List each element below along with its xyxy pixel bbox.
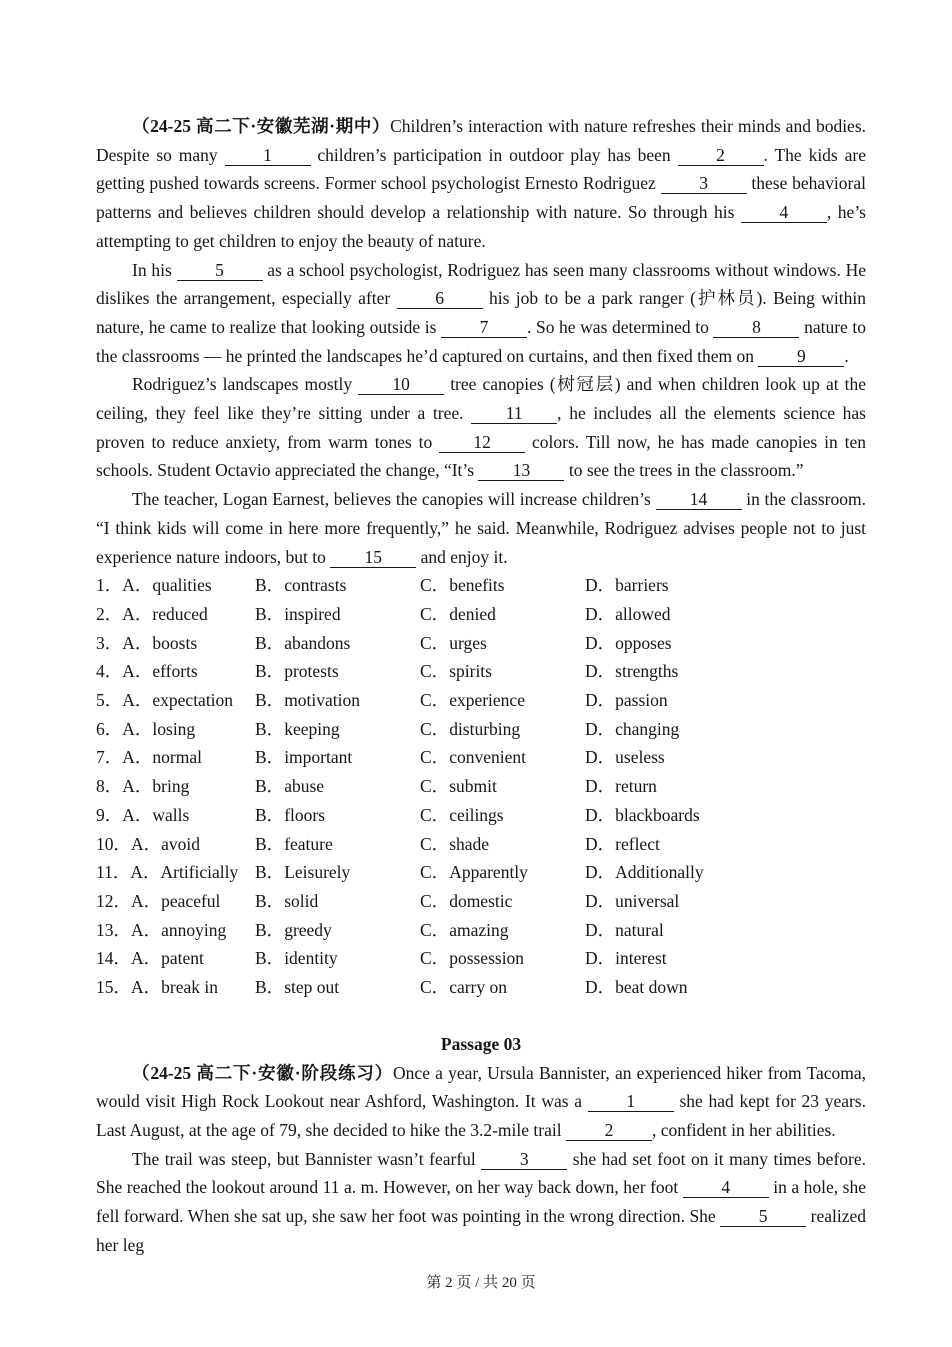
option-text: expectation [152, 690, 234, 711]
option-text: return [615, 776, 657, 797]
option-letter: D． [585, 632, 616, 653]
cloze-blank-9: 9 [758, 347, 844, 367]
question-8-option-C [420, 772, 585, 801]
cloze-blank-6: 6 [397, 289, 483, 309]
exam-source-tag: （24-25 高二下·安徽芜湖·期中） [132, 116, 391, 136]
cloze-blank-11: 11 [471, 404, 557, 424]
option-text: strengths [615, 661, 679, 682]
option-text: reflect [615, 833, 660, 854]
option-text: disturbing [449, 718, 521, 739]
question-number: 8． [96, 776, 123, 797]
option-text: Leisurely [284, 862, 351, 883]
option-letter: A． [122, 747, 153, 768]
option-letter: C． [420, 862, 450, 883]
option-letter: B． [255, 804, 285, 825]
question-15-option-C [420, 973, 585, 1002]
option-text: reduced [152, 603, 208, 624]
passage-03-body [96, 1059, 866, 1260]
question-8-option-D [585, 772, 866, 801]
question-5-option-C [420, 686, 585, 715]
option-text: boosts [152, 632, 198, 653]
option-text: abuse [284, 776, 325, 797]
question-row-5 [96, 686, 866, 715]
question-row-15 [96, 973, 866, 1002]
option-letter: B． [255, 948, 285, 969]
option-letter: B． [255, 603, 285, 624]
cloze-blank-5: 5 [177, 261, 263, 281]
question-3-option-B [255, 629, 420, 658]
option-text: ceilings [449, 804, 504, 825]
cloze-paragraph-2: In his 5 as a school psychologist, Rodriguez has seen many classrooms without windows. He dislikes the arrangement, especially after 6 his job to be a park ranger (护林员). Being within nature, he came to realize that looking outside is 7 . So he was determined to 8 nature to the classrooms — he printed the landscapes he’d captured on curtains, and then fixed them on 9 . [96, 259, 866, 366]
option-letter: B． [255, 776, 285, 797]
option-letter: D． [585, 603, 616, 624]
question-7-option-B [255, 743, 420, 772]
question-row-10 [96, 830, 866, 859]
question-number: 11． [96, 862, 131, 883]
option-letter: C． [420, 661, 450, 682]
option-letter: D． [585, 833, 616, 854]
option-text: carry on [449, 977, 508, 998]
option-text: blackboards [615, 804, 700, 825]
option-text: changing [615, 718, 680, 739]
option-text: avoid [161, 833, 201, 854]
option-text: allowed [615, 603, 671, 624]
option-letter: A． [122, 718, 153, 739]
question-row-3 [96, 629, 866, 658]
option-letter: C． [420, 776, 450, 797]
option-letter: D． [585, 575, 616, 596]
p03-blank-3: 3 [481, 1150, 567, 1170]
question-12-option-B [255, 887, 420, 916]
question-9-option-A [96, 801, 255, 830]
question-10-option-A [96, 830, 255, 859]
question-3-option-A [96, 629, 255, 658]
option-letter: B． [255, 690, 285, 711]
option-letter: C． [420, 575, 450, 596]
option-letter: D． [585, 919, 616, 940]
option-text: Additionally [615, 862, 704, 883]
option-text: step out [284, 977, 340, 998]
option-letter: A． [122, 804, 153, 825]
question-13-option-C [420, 916, 585, 945]
question-13-option-D [585, 916, 866, 945]
cloze-blank-3: 3 [661, 174, 747, 194]
cloze-test-section [96, 112, 866, 1002]
question-number: 5． [96, 690, 123, 711]
option-text: possession [449, 948, 525, 969]
option-letter: A． [122, 575, 153, 596]
question-6-option-B [255, 715, 420, 744]
option-text: interest [615, 948, 667, 969]
question-5-option-B [255, 686, 420, 715]
option-text: abandons [284, 632, 351, 653]
option-letter: C． [420, 977, 450, 998]
option-text: passion [615, 690, 668, 711]
cloze-blank-13: 13 [478, 461, 564, 481]
p03-paragraph-1: （24-25 高二下·安徽·阶段练习）Once a year, Ursula Bannister, an experienced hiker from Tacoma, would visit High Rock Lookout near Ashford, Washington. It was a 1 she had kept for 23 years. Last August, at the age of 79, she decided to hike the 3.2-mile trail 2 , confident in her abilities. [96, 1062, 867, 1140]
question-9-option-D [585, 801, 866, 830]
option-text: walls [152, 804, 190, 825]
option-letter: D． [585, 747, 616, 768]
option-letter: D． [585, 661, 616, 682]
cloze-passage-body [96, 112, 866, 571]
question-1-option-D [585, 571, 866, 600]
option-letter: C． [420, 747, 450, 768]
option-letter: A． [122, 661, 153, 682]
option-letter: C． [420, 833, 450, 854]
page-number-footer: 第 2 页 / 共 20 页 [426, 1275, 536, 1292]
question-2-option-D [585, 600, 866, 629]
option-letter: C． [420, 690, 450, 711]
option-letter: C． [420, 919, 450, 940]
option-text: beat down [615, 977, 688, 998]
option-text: denied [449, 603, 496, 624]
option-text: patent [161, 948, 204, 969]
p03-paragraph-2: The trail was steep, but Bannister wasn’t fearful 3 she had set foot on it many times before. She reached the lookout around 11 a. m. However, on her way back down, her foot 4 in a hole, she fell forward. When she sat up, she saw her foot was pointing in the wrong direction. She 5 realized her leg [96, 1148, 867, 1255]
question-4-option-C [420, 657, 585, 686]
cloze-blank-8: 8 [713, 318, 799, 338]
question-7-option-D [585, 743, 866, 772]
question-1-option-A [96, 571, 255, 600]
option-text: qualities [152, 575, 212, 596]
question-number: 1． [96, 575, 123, 596]
question-number: 7． [96, 747, 123, 768]
question-15-option-D [585, 973, 866, 1002]
question-row-9 [96, 801, 866, 830]
p03-blank-5: 5 [720, 1207, 806, 1227]
question-1-option-B [255, 571, 420, 600]
question-10-option-C [420, 830, 585, 859]
cloze-question-list [96, 571, 866, 1002]
question-6-option-C [420, 715, 585, 744]
option-letter: B． [255, 747, 285, 768]
option-letter: A． [130, 862, 161, 883]
option-text: floors [284, 804, 326, 825]
question-6-option-D [585, 715, 866, 744]
option-letter: B． [255, 890, 285, 911]
question-15-option-B [255, 973, 420, 1002]
cloze-paragraph-1: （24-25 高二下·安徽芜湖·期中）Children’s interaction with nature refreshes their minds and bodies. Despite so many 1 children’s participation in outdoor play has been 2 . The kids are getting pushed towards screens. Former school psychologist Ernesto Rodriguez 3 these behavioral patterns and believes children should develop a relationship with nature. So through his 4 , he’s attempting to get children to enjoy the beauty of nature. [96, 116, 867, 251]
question-number: 13． [96, 919, 131, 940]
option-text: domestic [449, 890, 513, 911]
question-11-option-D [585, 858, 866, 887]
question-2-option-B [255, 600, 420, 629]
option-text: Apparently [449, 862, 528, 883]
option-letter: D． [585, 718, 616, 739]
cloze-blank-12: 12 [439, 433, 525, 453]
question-14-option-A [96, 944, 255, 973]
question-number: 3． [96, 632, 123, 653]
option-text: inspired [284, 603, 341, 624]
question-row-14 [96, 944, 866, 973]
option-letter: C． [420, 632, 450, 653]
question-4-option-B [255, 657, 420, 686]
option-text: contrasts [284, 575, 347, 596]
option-text: break in [161, 977, 218, 998]
cloze-blank-7: 7 [441, 318, 527, 338]
question-row-6 [96, 715, 866, 744]
option-text: urges [449, 632, 487, 653]
option-letter: D． [585, 862, 616, 883]
option-text: efforts [152, 661, 198, 682]
option-text: shade [449, 833, 490, 854]
question-5-option-A [96, 686, 255, 715]
cloze-blank-4: 4 [741, 203, 827, 223]
option-text: peaceful [161, 890, 221, 911]
option-letter: A． [131, 948, 162, 969]
question-number: 15． [96, 977, 131, 998]
cloze-paragraph-4: The teacher, Logan Earnest, believes the canopies will increase children’s 14 in the classroom. “I think kids will come in here more frequently,” he said. Meanwhile, Rodriguez advises people not to just experience nature indoors, but to 15 and enjoy it. [96, 489, 866, 567]
cloze-paragraph-3: Rodriguez’s landscapes mostly 10 tree canopies (树冠层) and when children look up at the ceiling, they feel like they’re sitting under a tree. 11 , he includes all the elements science has proven to reduce anxiety, from warm tones to 12 colors. Till now, he has made canopies in ten schools. Student Octavio appreciated the change, “It’s 13 to see the trees in the classroom.” [96, 374, 866, 481]
question-row-8 [96, 772, 866, 801]
option-text: spirits [449, 661, 492, 682]
option-text: keeping [284, 718, 340, 739]
option-text: solid [284, 890, 319, 911]
option-text: useless [615, 747, 665, 768]
question-2-option-C [420, 600, 585, 629]
option-letter: C． [420, 948, 450, 969]
option-text: barriers [615, 575, 669, 596]
cloze-blank-2: 2 [678, 146, 764, 166]
option-letter: A． [122, 632, 153, 653]
p03-blank-1: 1 [588, 1092, 674, 1112]
question-11-option-A [96, 858, 255, 887]
option-text: important [284, 747, 353, 768]
option-text: opposes [615, 632, 672, 653]
question-row-2 [96, 600, 866, 629]
question-1-option-C [420, 571, 585, 600]
option-letter: A． [131, 977, 162, 998]
option-text: feature [284, 833, 333, 854]
question-7-option-C [420, 743, 585, 772]
question-row-13 [96, 916, 866, 945]
question-8-option-B [255, 772, 420, 801]
option-text: protests [284, 661, 339, 682]
option-letter: B． [255, 862, 285, 883]
option-letter: A． [131, 833, 162, 854]
question-14-option-B [255, 944, 420, 973]
question-11-option-B [255, 858, 420, 887]
option-text: identity [284, 948, 338, 969]
exam-source-tag: （24-25 高二下·安徽·阶段练习） [132, 1062, 394, 1083]
option-letter: D． [585, 776, 616, 797]
option-text: amazing [449, 919, 509, 940]
question-13-option-B [255, 916, 420, 945]
question-8-option-A [96, 772, 255, 801]
cloze-blank-15: 15 [330, 548, 416, 568]
question-5-option-D [585, 686, 866, 715]
passage-03-section [96, 1059, 866, 1260]
option-letter: D． [585, 977, 616, 998]
option-text: normal [152, 747, 202, 768]
question-4-option-A [96, 657, 255, 686]
question-3-option-C [420, 629, 585, 658]
question-11-option-C [420, 858, 585, 887]
option-letter: A． [122, 690, 153, 711]
question-number: 6． [96, 718, 123, 739]
option-letter: D． [585, 890, 616, 911]
option-text: natural [615, 919, 664, 940]
question-9-option-B [255, 801, 420, 830]
option-text: submit [449, 776, 497, 797]
option-letter: D． [585, 804, 616, 825]
option-text: benefits [449, 575, 505, 596]
cloze-blank-10: 10 [358, 375, 444, 395]
option-letter: A． [131, 890, 162, 911]
question-12-option-A [96, 887, 255, 916]
option-letter: C． [420, 804, 450, 825]
question-number: 10． [96, 833, 131, 854]
question-10-option-B [255, 830, 420, 859]
option-letter: B． [255, 661, 285, 682]
question-4-option-D [585, 657, 866, 686]
option-letter: B． [255, 632, 285, 653]
question-row-11 [96, 858, 866, 887]
option-text: losing [152, 718, 196, 739]
option-text: Artificially [160, 862, 239, 883]
option-letter: C． [420, 718, 450, 739]
cloze-blank-1: 1 [225, 146, 311, 166]
question-number: 2． [96, 603, 123, 624]
question-12-option-D [585, 887, 866, 916]
question-10-option-D [585, 830, 866, 859]
cloze-blank-14: 14 [656, 490, 742, 510]
question-row-1 [96, 571, 866, 600]
option-text: convenient [449, 747, 526, 768]
option-letter: D． [585, 948, 616, 969]
option-letter: A． [122, 603, 153, 624]
option-text: annoying [161, 919, 227, 940]
option-letter: C． [420, 890, 450, 911]
p03-blank-2: 2 [566, 1121, 652, 1141]
question-12-option-C [420, 887, 585, 916]
option-letter: B． [255, 833, 285, 854]
question-row-4 [96, 657, 866, 686]
option-letter: C． [420, 603, 450, 624]
option-letter: B． [255, 919, 285, 940]
option-letter: A． [122, 776, 153, 797]
option-letter: B． [255, 977, 285, 998]
question-3-option-D [585, 629, 866, 658]
question-6-option-A [96, 715, 255, 744]
option-letter: B． [255, 718, 285, 739]
option-letter: D． [585, 690, 616, 711]
p03-blank-4: 4 [683, 1178, 769, 1198]
question-row-12 [96, 887, 866, 916]
passage-03-heading: Passage 03 [440, 1033, 522, 1054]
question-2-option-A [96, 600, 255, 629]
question-14-option-D [585, 944, 866, 973]
option-text: experience [449, 690, 525, 711]
question-number: 12． [96, 890, 131, 911]
question-row-7 [96, 743, 866, 772]
option-text: universal [615, 890, 680, 911]
question-number: 4． [96, 661, 123, 682]
question-number: 9． [96, 804, 123, 825]
option-letter: A． [131, 919, 162, 940]
question-9-option-C [420, 801, 585, 830]
question-number: 14． [96, 948, 131, 969]
question-14-option-C [420, 944, 585, 973]
question-7-option-A [96, 743, 255, 772]
question-15-option-A [96, 973, 255, 1002]
question-13-option-A [96, 916, 255, 945]
option-letter: B． [255, 575, 285, 596]
option-text: bring [152, 776, 190, 797]
option-text: greedy [284, 919, 332, 940]
option-text: motivation [284, 690, 361, 711]
